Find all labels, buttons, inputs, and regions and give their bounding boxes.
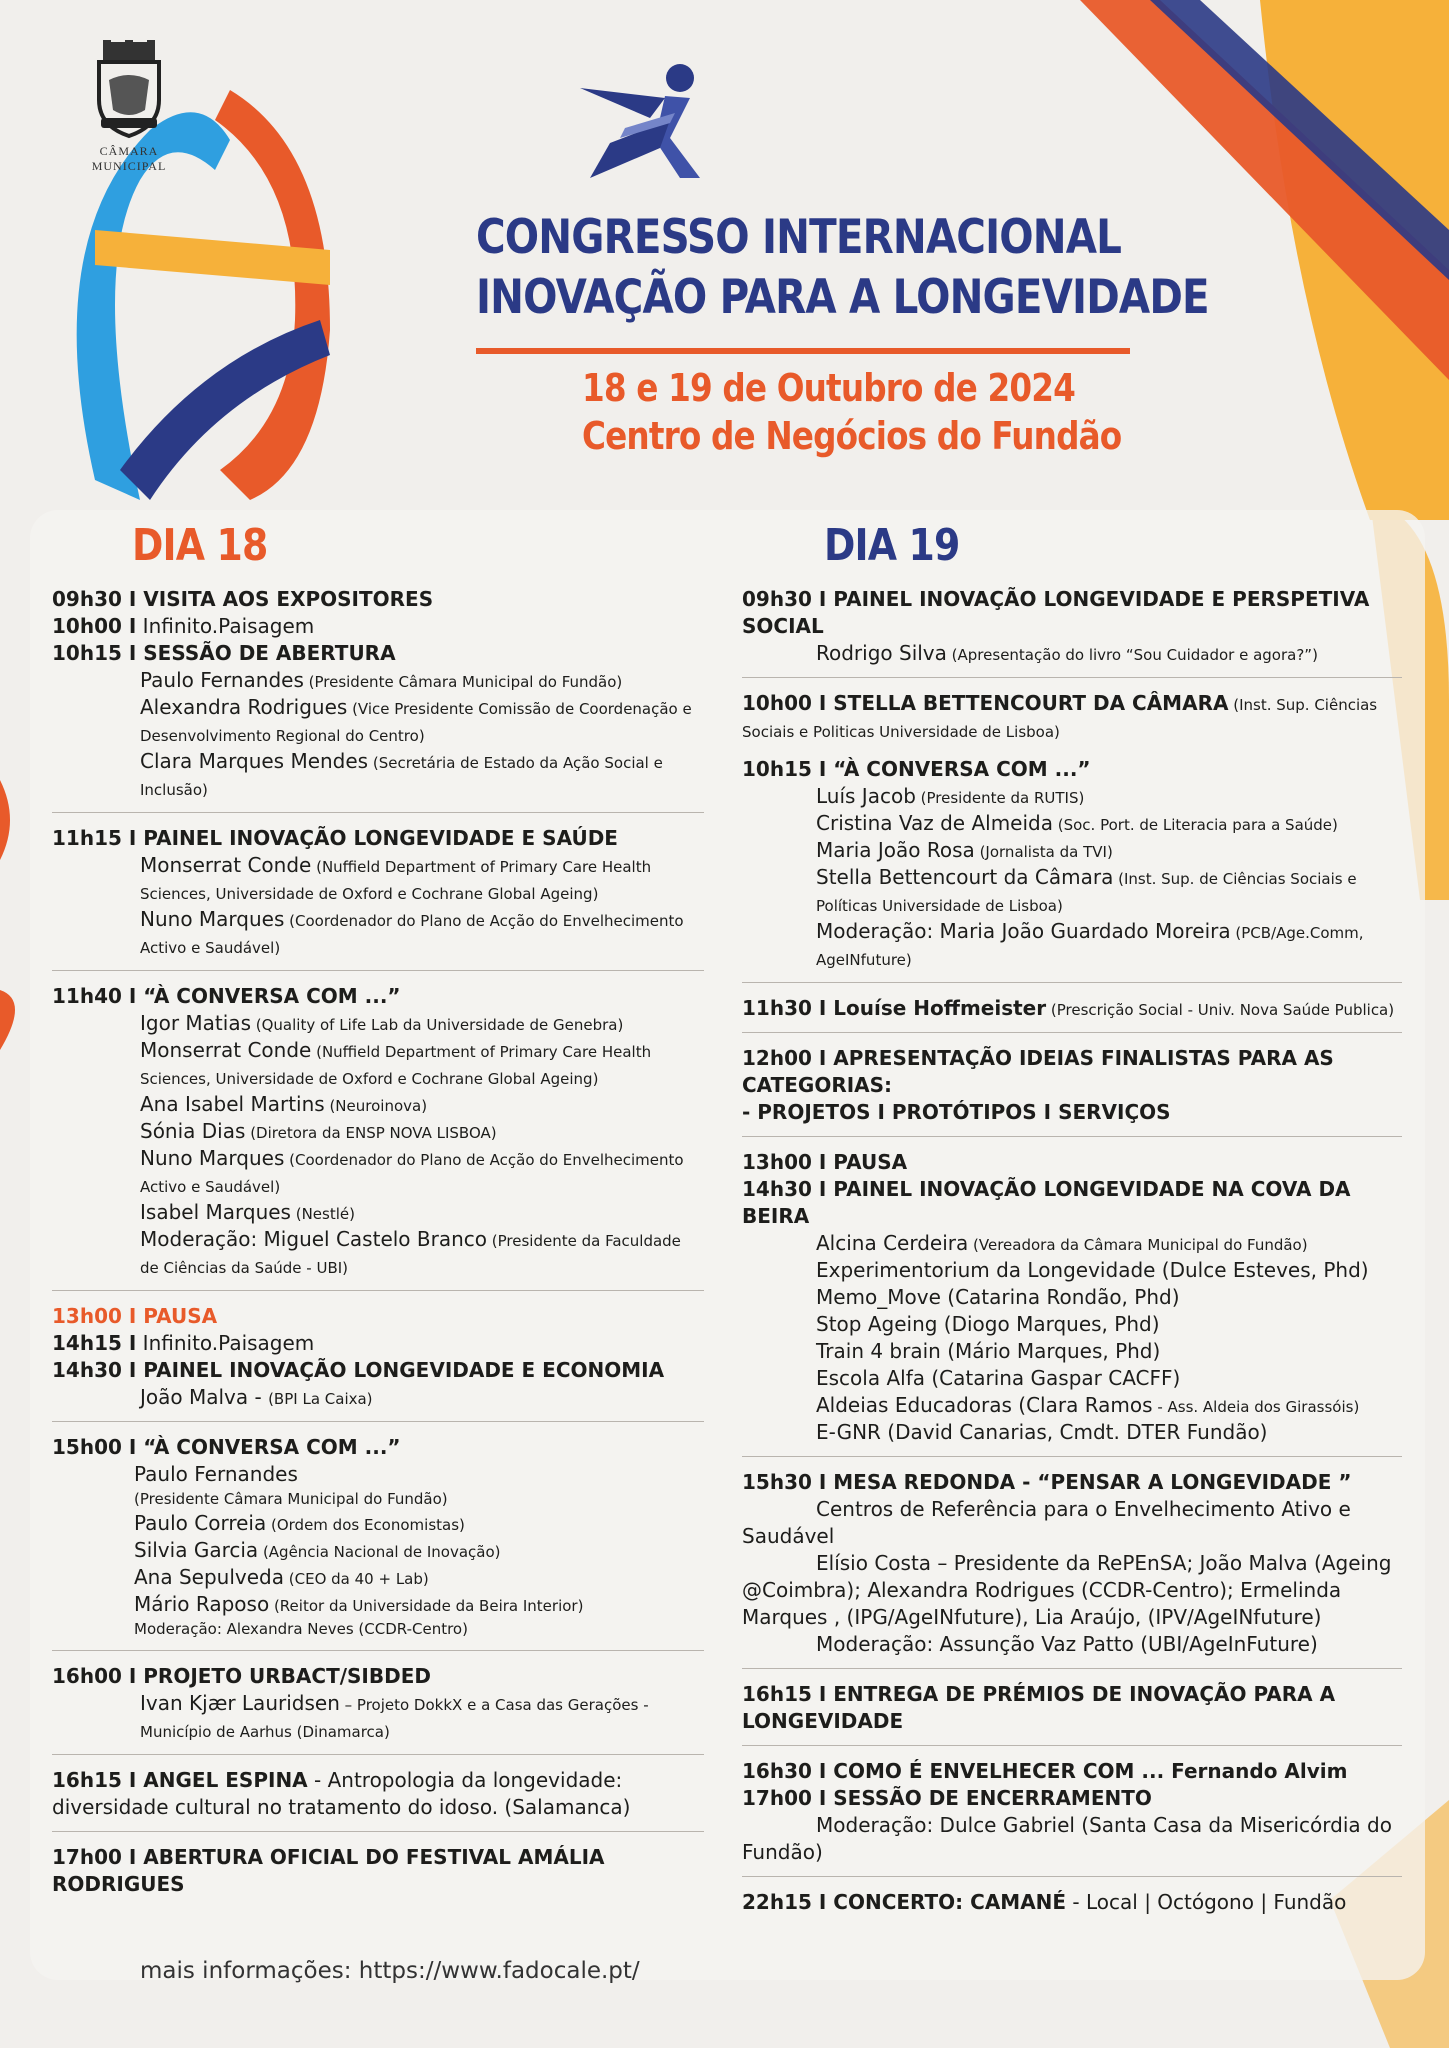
speaker-name: Stella Bettencourt da Câmara	[816, 865, 1114, 889]
schedule-block	[52, 1303, 704, 1422]
speaker-name: Rodrigo Silva	[816, 641, 947, 665]
schedule-block	[52, 1434, 704, 1651]
speaker-role: (Neuroinova)	[324, 1097, 428, 1115]
speaker	[52, 1591, 704, 1618]
session-heading: 15h00 I “À CONVERSA COM ...”	[52, 1435, 401, 1459]
speaker	[52, 1199, 704, 1226]
session-heading: 17h00 I ABERTURA OFICIAL DO FESTIVAL AMÁLIA RODRIGUES	[52, 1845, 605, 1896]
session-heading: 11h30 I Louíse Hoffmeister	[742, 996, 1047, 1020]
schedule-block	[742, 1045, 1402, 1137]
speaker-role: (Jornalista da TVI)	[974, 843, 1113, 861]
project-item: Train 4 brain (Mário Marques, Phd)	[816, 1339, 1161, 1363]
speaker-name: Luís Jacob	[816, 784, 916, 808]
speaker-name: Maria João Rosa	[816, 838, 975, 862]
speaker-role: (BPI La Caixa)	[268, 1390, 373, 1408]
session-heading: - PROJETOS I PROTÓTIPOS I SERVIÇOS	[742, 1100, 1171, 1124]
speaker-role: (PCB/Age.Comm, AgeINfuture)	[816, 924, 1364, 969]
speaker-name: Aldeias Educadoras (Clara Ramos	[816, 1393, 1153, 1417]
speaker	[52, 1118, 704, 1145]
speaker-name: Cristina Vaz de Almeida	[816, 811, 1053, 835]
speaker	[52, 1145, 704, 1199]
speaker-name: Ivan Kjær Lauridsen	[140, 1691, 340, 1715]
session-heading: 10h15 I “À CONVERSA COM ...”	[742, 757, 1091, 781]
session-line	[52, 1330, 704, 1357]
session-heading: 22h15 I CONCERTO: CAMANÉ	[742, 1890, 1067, 1914]
speaker-name: Nuno Marques	[140, 1146, 285, 1170]
speaker	[742, 1230, 1402, 1257]
project-item	[742, 1392, 1402, 1419]
speaker	[52, 748, 704, 802]
session-text: - Local | Octógono | Fundão	[1066, 1890, 1347, 1914]
municipal-crest	[64, 40, 194, 174]
crest-label: CÂMARA MUNICIPAL	[91, 144, 167, 173]
schedule-block	[52, 1844, 704, 1908]
speaker-role: (Presidente Câmara Municipal do Fundão)	[134, 1490, 448, 1508]
session-line	[742, 995, 1402, 1022]
speaker-role: (Inst. Sup. de Ciências Sociais e Políticas Universidade de Lisboa)	[816, 870, 1357, 915]
session-heading: 12h00 I APRESENTAÇÃO IDEIAS FINALISTAS PARA AS CATEGORIAS:	[742, 1046, 1334, 1097]
day-19-schedule	[742, 586, 1402, 1938]
speaker-name: Paulo Fernandes	[140, 668, 304, 692]
session-heading: 14h30 I PAINEL INOVAÇÃO LONGEVIDADE E ECONOMIA	[52, 1358, 665, 1382]
schedule-block	[52, 1767, 704, 1832]
schedule-block	[742, 995, 1402, 1033]
session-heading: 16h15 I ENTREGA DE PRÉMIOS DE INOVAÇÃO PARA A LONGEVIDADE	[742, 1682, 1336, 1733]
speaker-name: João Malva -	[140, 1385, 269, 1409]
session-heading: 09h30 I PAINEL INOVAÇÃO LONGEVIDADE E PERSPETIVA SOCIAL	[742, 587, 1370, 638]
congress-title	[476, 208, 1209, 328]
speaker	[52, 1510, 704, 1537]
session-heading: 14h30 I PAINEL INOVAÇÃO LONGEVIDADE NA COVA DA BEIRA	[742, 1177, 1351, 1228]
speaker	[742, 837, 1402, 864]
title-divider	[476, 348, 1130, 354]
speaker-role: (Nuffield Department of Primary Care Health Sciences, Universidade de Oxford e Cochrane Global Ageing)	[140, 1043, 652, 1088]
speaker-role: (Presidente da RUTIS)	[915, 789, 1085, 807]
speaker	[52, 1690, 704, 1744]
moderator: Moderação: Alexandra Neves (CCDR-Centro)	[134, 1620, 468, 1638]
schedule-block	[742, 1469, 1402, 1669]
moderator	[742, 918, 1402, 972]
speaker-role: (Vice Presidente Comissão de Coordenação e Desenvolvimento Regional do Centro)	[140, 700, 692, 745]
session-heading: 09h30 I VISITA AOS EXPOSITORES	[52, 587, 434, 611]
title-line-2: INOVAÇÃO PARA A LONGEVIDADE	[476, 270, 1209, 325]
speaker-name: Isabel Marques	[140, 1200, 291, 1224]
schedule-block	[742, 1889, 1402, 1926]
speaker-name: Paulo Fernandes	[134, 1462, 298, 1486]
runner-icon	[570, 58, 730, 188]
session-heading: 10h15 I SESSÃO DE ABERTURA	[52, 641, 396, 665]
speaker-name: Moderação: Maria João Guardado Moreira	[816, 919, 1231, 943]
speaker-name: Igor Matias	[140, 1011, 251, 1035]
speaker-role: (Prescrição Social - Univ. Nova Saúde Publica)	[1046, 1001, 1395, 1019]
speaker	[52, 1037, 704, 1091]
session-heading: 16h30 I COMO É ENVELHECER COM ... Fernando Alvim	[742, 1759, 1348, 1783]
session-line	[742, 690, 1402, 744]
event-date: 18 e 19 de Outubro de 2024	[582, 366, 1075, 410]
project-item: E-GNR (David Canarias, Cmdt. DTER Fundão)	[816, 1420, 1268, 1444]
speaker	[742, 810, 1402, 837]
speaker-role: (Nestlé)	[290, 1205, 355, 1223]
speaker	[52, 1564, 704, 1591]
session-heading: 11h40 I “À CONVERSA COM ...”	[52, 984, 401, 1008]
speaker-role: (Presidente Câmara Municipal do Fundão)	[303, 673, 623, 691]
project-item: Memo_Move (Catarina Rondão, Phd)	[816, 1285, 1180, 1309]
schedule-block	[742, 586, 1402, 678]
session-time: 10h00 I	[52, 614, 137, 638]
schedule-block	[742, 690, 1402, 983]
session-line	[742, 1889, 1402, 1916]
session-heading: 16h00 I PROJETO URBACT/SIBDED	[52, 1664, 431, 1688]
speaker-name: Ana Isabel Martins	[140, 1092, 325, 1116]
speaker-name: Silvia Garcia	[134, 1538, 259, 1562]
session-line	[52, 1767, 704, 1821]
speaker-name: Moderação: Miguel Castelo Branco	[140, 1227, 488, 1251]
session-heading: 17h00 I SESSÃO DE ENCERRAMENTO	[742, 1786, 1152, 1810]
speaker-role: (Agência Nacional de Inovação)	[258, 1543, 501, 1561]
speaker	[52, 852, 704, 906]
speaker-name: Clara Marques Mendes	[140, 749, 369, 773]
coat-of-arms-icon	[89, 40, 169, 140]
session-line	[52, 613, 704, 640]
speaker-role: – Projeto DokkX e a Casa das Gerações - Município de Aarhus (Dinamarca)	[140, 1696, 649, 1741]
title-line-1: CONGRESSO INTERNACIONAL	[476, 210, 1122, 265]
speaker-role: (Coordenador do Plano de Acção do Envelhecimento Activo e Saudável)	[140, 912, 684, 957]
speaker-role: (Soc. Port. de Literacia para a Saúde)	[1052, 816, 1338, 834]
session-text: - Antropologia da longevidade: diversidade cultural no tratamento do idoso. (Salamanca)	[52, 1768, 631, 1819]
event-date-venue	[582, 364, 1121, 460]
day-18-title: DIA 18	[132, 520, 268, 571]
speaker-role: - Ass. Aldeia dos Girassóis)	[1152, 1398, 1360, 1416]
moderator	[52, 1226, 704, 1280]
speaker-role: (Reitor da Universidade da Beira Interior)	[269, 1597, 584, 1615]
speaker	[742, 640, 1402, 667]
speaker-role: (Coordenador do Plano de Acção do Envelhecimento Activo e Saudável)	[140, 1151, 684, 1196]
speaker-role: (Diretora da ENSP NOVA LISBOA)	[245, 1124, 497, 1142]
speaker	[52, 1384, 704, 1411]
event-venue: Centro de Negócios do Fundão	[582, 414, 1122, 458]
speaker-role: (Vereadora da Câmara Municipal do Fundão)	[968, 1236, 1308, 1254]
speaker-name: Alcina Cerdeira	[816, 1231, 969, 1255]
speaker-name: Mário Raposo	[134, 1592, 270, 1616]
session-text: Infinito.Paisagem	[136, 614, 315, 638]
schedule-block	[52, 983, 704, 1291]
speaker-name: Alexandra Rodrigues	[140, 695, 348, 719]
speaker-role: (CEO da 40 + Lab)	[284, 1570, 429, 1588]
speaker-role: (Quality of Life Lab da Universidade de Genebra)	[251, 1016, 624, 1034]
speaker-role: (Presidente da Faculdade de Ciências da Saúde - UBI)	[140, 1232, 681, 1277]
session-heading: 11h15 I PAINEL INOVAÇÃO LONGEVIDADE E SAÚDE	[52, 826, 618, 850]
schedule-block	[52, 825, 704, 971]
session-time: 14h15 I	[52, 1331, 137, 1355]
schedule-block	[742, 1149, 1402, 1457]
speaker	[742, 783, 1402, 810]
speaker-role: (Ordem dos Economistas)	[266, 1516, 465, 1534]
schedule-block	[52, 586, 704, 813]
schedule-block	[742, 1758, 1402, 1877]
speaker	[52, 694, 704, 748]
speaker	[52, 1537, 704, 1564]
break-heading: 13h00 I PAUSA	[742, 1150, 908, 1174]
project-item: Stop Ageing (Diogo Marques, Phd)	[816, 1312, 1160, 1336]
speaker	[52, 1461, 704, 1510]
day-18-schedule	[52, 586, 704, 1920]
session-heading: 16h15 I ANGEL ESPINA	[52, 1768, 308, 1792]
speaker-role: (Secretária de Estado da Ação Social e Inclusão)	[140, 754, 663, 799]
speaker	[52, 1091, 704, 1118]
project-item: Escola Alfa (Catarina Gaspar CACFF)	[816, 1366, 1181, 1390]
speaker	[52, 906, 704, 960]
speaker	[52, 667, 704, 694]
session-heading: 10h00 I STELLA BETTENCOURT DA CÂMARA	[742, 691, 1229, 715]
session-text: Elísio Costa – Presidente da RePEnSA; João Malva (Ageing @Coimbra); Alexandra Rodrigues (CCDR-Centro); Ermelinda Marques , (IPG/AgeINfuture), Lia Araújo, (IPV/AgeINfuture)	[742, 1551, 1392, 1629]
speaker-name: Monserrat Conde	[140, 853, 312, 877]
speaker	[742, 864, 1402, 918]
session-text: Centros de Referência para o Envelhecimento Ativo e Saudável	[742, 1497, 1351, 1548]
speaker-name: Monserrat Conde	[140, 1038, 312, 1062]
speaker-name: Sónia Dias	[140, 1119, 246, 1143]
speaker-role: (Inst. Sup. Ciências Sociais e Politicas Universidade de Lisboa)	[742, 696, 1378, 741]
more-info-link[interactable]: mais informações: https://www.fadocale.pt/	[140, 1958, 640, 1984]
break-heading: 13h00 I PAUSA	[52, 1304, 218, 1328]
speaker-role: (Nuffield Department of Primary Care Health Sciences, Universidade de Oxford e Cochrane Global Ageing)	[140, 858, 652, 903]
speaker	[52, 1010, 704, 1037]
day-19-title: DIA 19	[824, 520, 960, 571]
speaker-role: (Apresentação do livro “Sou Cuidador e agora?”)	[946, 646, 1318, 664]
speaker-name: Ana Sepulveda	[134, 1565, 284, 1589]
project-item: Experimentorium da Longevidade (Dulce Esteves, Phd)	[816, 1258, 1369, 1282]
speaker-name: Nuno Marques	[140, 907, 285, 931]
schedule-block	[52, 1663, 704, 1755]
speaker-name: Paulo Correia	[134, 1511, 267, 1535]
session-text: Infinito.Paisagem	[136, 1331, 315, 1355]
moderator: Moderação: Dulce Gabriel (Santa Casa da Misericórdia do Fundão)	[742, 1813, 1392, 1864]
moderator: Moderação: Assunção Vaz Patto (UBI/AgeInFuture)	[816, 1632, 1318, 1656]
session-heading: 15h30 I MESA REDONDA - “PENSAR A LONGEVIDADE ”	[742, 1470, 1352, 1494]
schedule-block	[742, 1681, 1402, 1746]
